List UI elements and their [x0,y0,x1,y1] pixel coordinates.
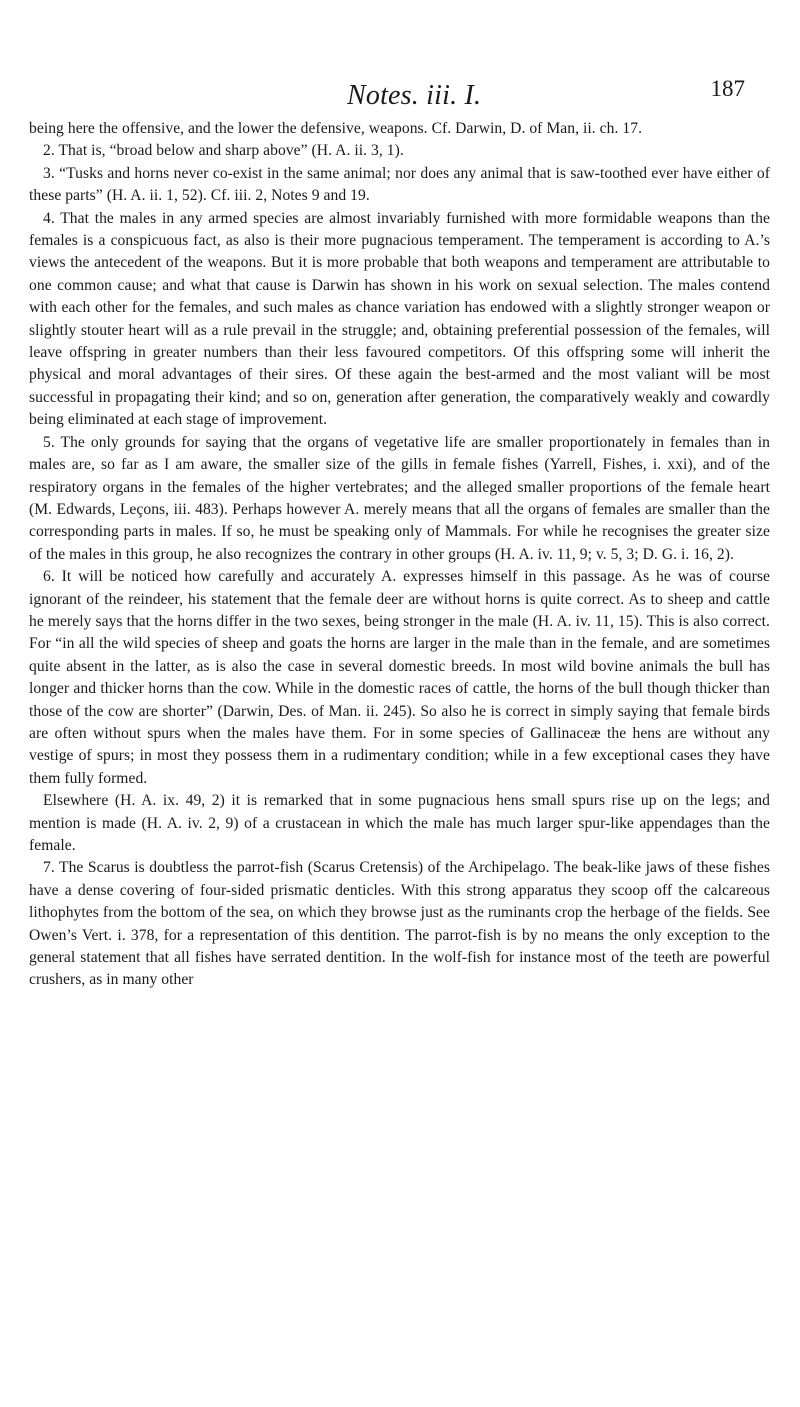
note-5-paragraph: 5. The only grounds for saying that the organs of vegetative life are smaller proportionately in females than in males are, so far as I am aware, the smaller size of the gills in female fishes (Yarrell, Fishes, i. xxi), and of the respiratory organs in the females of the higher vertebrates; and the alleged smaller proportions of the female heart (M. Edwards, Leçons, iii. 483). Perhaps however A. merely means that all the organs of females are smaller than the corresponding parts in males. If so, he must be speaking only of Mammals. For while he recognises the greater size of the males in this group, he also recognizes the contrary in other groups (H. A. iv. 11, 9; v. 5, 3; D. G. i. 16, 2). [29,433,770,563]
note-6-continuation-paragraph: Elsewhere (H. A. ix. 49, 2) it is remarked that in some pugnacious hens small spurs rise up on the legs; and mention is made (H. A. iv. 2, 9) of a crustacean in which the male has much larger spur-like appendages than the female. [29,792,770,854]
note-2-paragraph: 2. That is, “broad below and sharp above” (H. A. ii. 3, 1). [43,142,404,160]
page-number: 187 [710,76,745,101]
notes-body [29,118,770,992]
running-title: Notes. iii. I. [347,80,482,111]
note-6-paragraph: 6. It will be noticed how carefully and accurately A. expresses himself in this passage. As he was of course ignorant of the reindeer, his statement that the female deer are without horns is quite correct. As to sheep and cattle he merely says that the horns differ in the two sexes, being stronger in the male (H. A. iv. 11, 15). This is also correct. For “in all the wild species of sheep and goats the horns are larger in the male than in the female, and are sometimes quite absent in the latter, as is also the case in several domestic breeds. In most wild bovine animals the bull has longer and thicker horns than the cow. While in the domestic races of cattle, the horns of the bull though thicker than those of the cow are shorter” (Darwin, Des. of Man. ii. 245). So also he is correct in simply saying that female birds are often without spurs when the males have them. For in some species of Gallinaceæ the hens are without any vestige of spurs; in most they possess them in a rudimentary condition; while in a few exceptional cases they have them fully formed. [29,568,770,787]
note-7-paragraph: 7. The Scarus is doubtless the parrot-fish (Scarus Cretensis) of the Archipelago. The beak-like jaws of these fishes have a dense covering of four-sided prismatic denticles. With this strong apparatus they scoop off the calcareous lithophytes from the bottom of the sea, on which they browse just as the ruminants crop the herbage of the fields. See Owen’s Vert. i. 378, for a representation of this dentition. The parrot-fish is by no means the only exception to the general statement that all fishes have serrated dentition. In the wolf-fish for instance most of the teeth are powerful crushers, as in many other [29,859,770,989]
note-continuation-paragraph: being here the offensive, and the lower the defensive, weapons. Cf. Darwin, D. of Man, ii. ch. 17. [29,120,643,137]
running-head [29,66,770,118]
note-4-paragraph: 4. That the males in any armed species are almost invariably furnished with more formidable weapons than the females is a conspicuous fact, as also is their more pugnacious temperament. The temperament is according to A.’s views the antecedent of the weapons. But it is more probable that both weapons and temperament are attributable to one common cause; and what that cause is Darwin has shown in his work on sexual selection. The males contend with each other for the females, and such males as chance variation has endowed with a slightly stronger weapon or slightly stouter heart will as a rule prevail in the struggle; and, obtaining preferential possession of the females, will leave offspring in greater numbers than their less favoured competitors. Of this offspring some will inherit the physical and moral advantages of their sires. Of these again the best-armed and the most valiant will be most successful in propagating their kind; and so on, generation after generation, the comparatively weakly and cowardly being eliminated at each stage of improvement. [29,209,770,429]
note-3-paragraph: 3. “Tusks and horns never co-exist in the same animal; nor does any animal that is saw-toothed ever have either of these parts” (H. A. ii. 1, 52). Cf. iii. 2, Notes 9 and 19. [29,164,770,205]
